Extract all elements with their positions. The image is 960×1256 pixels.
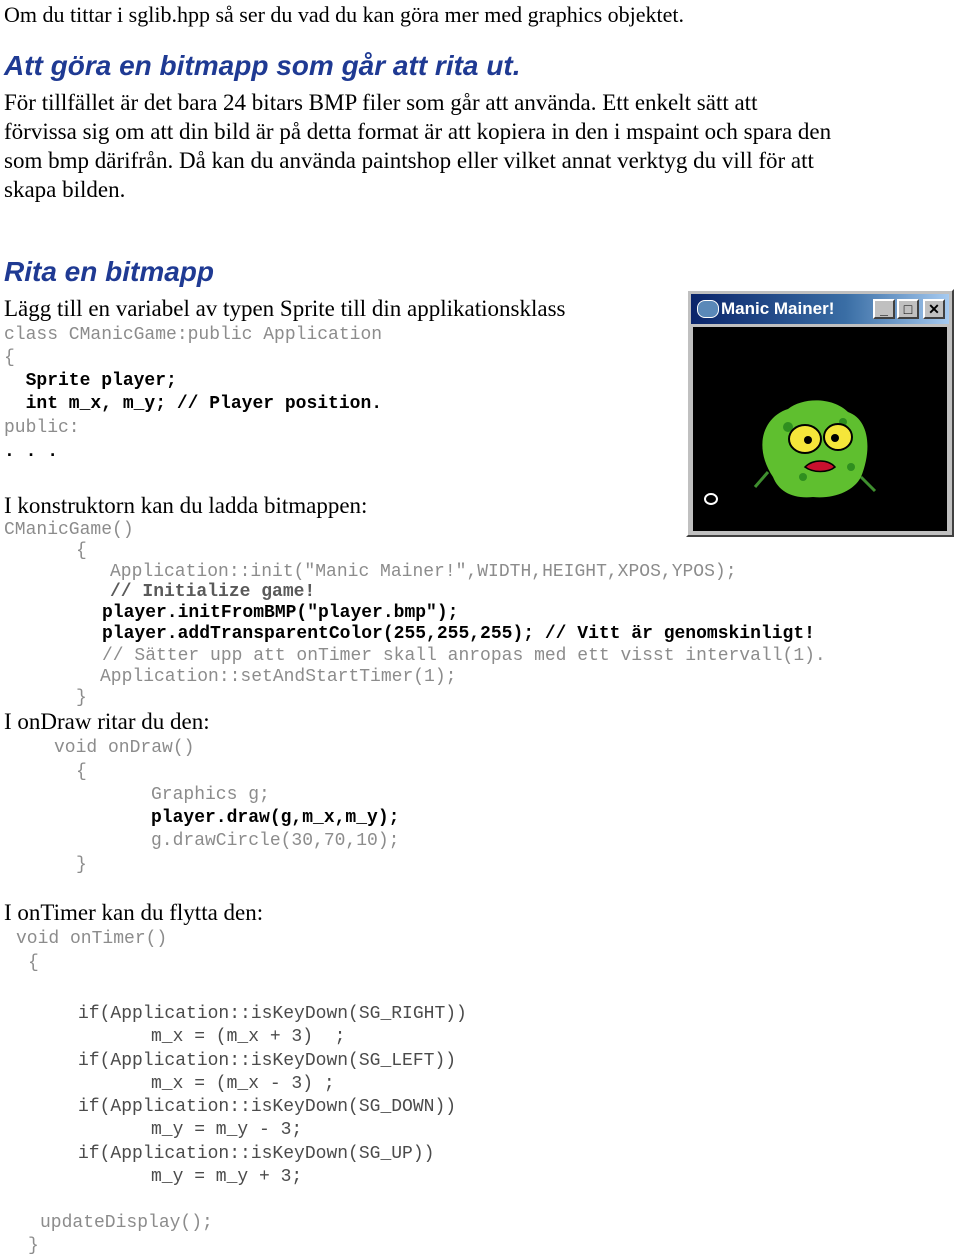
code-line: {	[76, 541, 87, 561]
code-line: {	[4, 348, 15, 368]
section-heading-bitmap: Att göra en bitmapp som går att rita ut.	[4, 50, 521, 81]
code-line: CManicGame()	[4, 520, 134, 540]
paragraph-line: I konstruktorn kan du ladda bitmappen:	[4, 493, 368, 518]
paragraph-line: förvissa sig om att din bild är på detta format är att kopiera in den i mspaint och spara den	[4, 119, 832, 144]
code-line: public:	[4, 418, 80, 438]
window-titlebar	[691, 294, 949, 324]
drawn-circle	[705, 494, 717, 504]
paragraph-line: I onTimer kan du flytta den:	[4, 900, 264, 925]
section-heading-draw-bitmap: Rita en bitmapp	[4, 256, 215, 287]
code-line: int m_x, m_y; // Player position.	[4, 394, 383, 414]
code-line: player.addTransparentColor(255,255,255); // Vitt är genomskinligt!	[102, 624, 815, 644]
code-line: if(Application::isKeyDown(SG_LEFT))	[78, 1051, 457, 1071]
code-line: g.drawCircle(30,70,10);	[151, 831, 400, 851]
close-icon[interactable]: ✕	[923, 299, 945, 319]
paragraph-line: I onDraw ritar du den:	[4, 709, 210, 734]
code-line: Graphics g;	[151, 785, 270, 805]
player-sprite	[755, 400, 875, 497]
code-line: if(Application::isKeyDown(SG_RIGHT))	[78, 1004, 467, 1024]
code-line: // Sätter upp att onTimer skall anropas med ett visst intervall(1).	[102, 646, 826, 666]
window-title: Manic Mainer!	[721, 299, 835, 318]
sprite-illustration	[693, 327, 947, 531]
game-canvas	[693, 327, 947, 531]
code-line: if(Application::isKeyDown(SG_DOWN))	[78, 1097, 457, 1117]
code-line: Application::setAndStartTimer(1);	[100, 667, 457, 687]
code-line: player.draw(g,m_x,m_y);	[151, 808, 400, 828]
code-line: m_y = m_y + 3;	[151, 1167, 303, 1187]
code-line: . . .	[4, 442, 59, 462]
code-line: void onTimer()	[16, 929, 168, 949]
code-line: {	[76, 762, 87, 782]
code-line: }	[76, 688, 87, 708]
code-line: Application::init("Manic Mainer!",WIDTH,HEIGHT,XPOS,YPOS);	[110, 562, 737, 582]
minimize-icon[interactable]: _	[873, 299, 895, 319]
code-line: m_y = m_y - 3;	[151, 1120, 303, 1140]
code-line: if(Application::isKeyDown(SG_UP))	[78, 1144, 435, 1164]
code-line: player.initFromBMP("player.bmp");	[102, 603, 459, 623]
code-line: Sprite player;	[4, 371, 177, 391]
code-line: m_x = (m_x + 3) ;	[151, 1027, 346, 1047]
code-line: }	[76, 855, 87, 875]
paragraph-line: skapa bilden.	[4, 177, 126, 202]
paragraph-line: Lägg till en variabel av typen Sprite till din applikationsklass	[4, 296, 566, 321]
paragraph-line: som bmp därifrån. Då kan du använda paintshop eller vilket annat verktyg du vill för att	[4, 148, 814, 173]
code-line: void onDraw()	[54, 738, 195, 758]
code-line: class CManicGame:public Application	[4, 325, 383, 345]
paragraph-line: För tillfället är det bara 24 bitars BMP filer som går att använda. Ett enkelt sätt att	[4, 90, 758, 115]
code-line: }	[28, 1236, 39, 1256]
code-line: updateDisplay();	[40, 1213, 213, 1233]
maximize-icon[interactable]: □	[897, 299, 919, 319]
code-line: m_x = (m_x - 3) ;	[151, 1074, 335, 1094]
game-window-screenshot	[686, 289, 954, 537]
code-line: // Initialize game!	[110, 582, 316, 602]
intro-text: Om du tittar i sglib.hpp så ser du vad du kan göra mer med graphics objektet.	[4, 2, 685, 27]
app-icon	[697, 300, 719, 318]
code-line: {	[28, 953, 39, 973]
